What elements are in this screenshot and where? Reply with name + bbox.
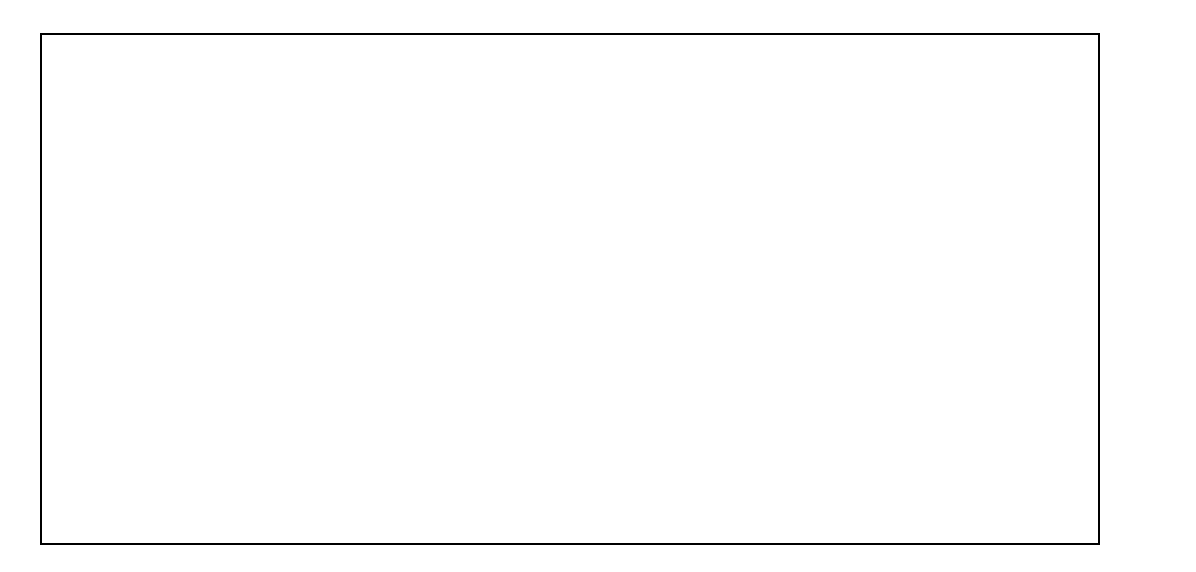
heatmap-grid [40,33,1100,545]
colorbar [1106,33,1158,545]
x-axis [40,548,1100,568]
y-axis [0,33,32,545]
